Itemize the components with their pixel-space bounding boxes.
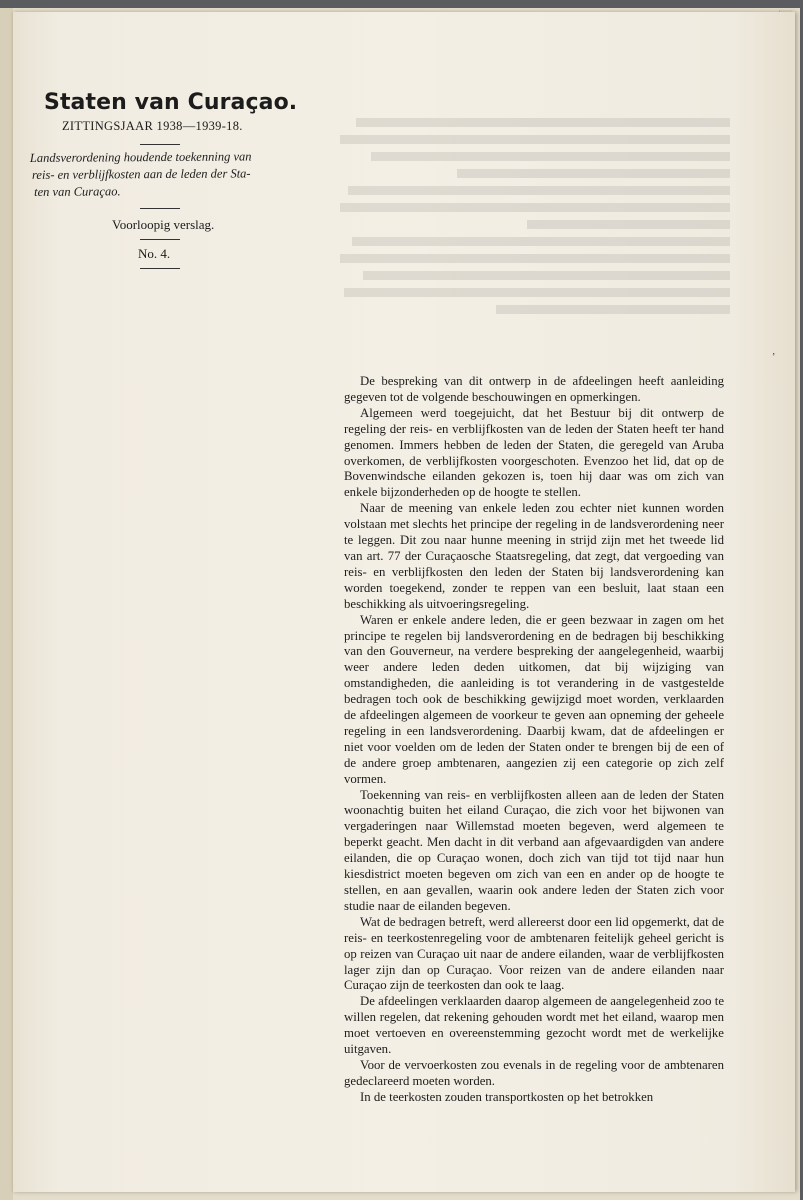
paragraph: De bespreking van dit ontwerp in de afdeelingen heeft aanleiding gegeven tot de volgende beschouwingen en opmerkingen.	[344, 374, 724, 404]
report-body	[344, 374, 724, 1106]
paragraph: Voor de vervoerkosten zou evenals in de regeling voor de ambtenaren gedeclareerd moeten worden.	[344, 1057, 724, 1088]
paragraph: Wat de bedragen betreft, werd allereerst door een lid opgemerkt, dat de reis- en teerkostenregeling voor de ambtenaren feitelijk geheel gericht is op reizen van Curaçao uit naar de andere eilanden, waar de verblijfkosten lager zijn dan op Curaçao. Voor reizen van de andere eilanden naar Curaçao zijn de teerkosten dan ook te laag.	[344, 914, 724, 993]
paragraph: Waren er enkele andere leden, die er geen bezwaar in zagen om het principe te regelen bij landsverordening en de bedragen bij beschikking van den Gouverneur, na verdere bespreking der aangelegenheid, waarbij weer andere leden deden uitkomen, dat bij wijziging van omstandigheden, die aanleiding is tot verandering in de vastgestelde bedragen toch ook de beschikking gewijzigd moet worden, verklaarden de afdeelingen algemeen de voorkeur te geven aan opneming der geheele regeling in een landsverordening. Daarbij kwam, dat de afdeelingen er niet voor voelden om de leden der Staten onder te brengen bij de een of de andere groep ambtenaren, aangezien zij een categorie op zich zelf vormen.	[344, 612, 724, 786]
session-year: ZITTINGSJAAR 1938—1939-18.	[62, 119, 243, 133]
ordinance-line: reis- en verblijfkosten aan de leden der Sta-	[31, 166, 251, 182]
divider	[140, 208, 180, 209]
document-header	[30, 90, 300, 269]
margin-mark: ’	[772, 352, 776, 363]
document-title: Staten van Curaçao.	[44, 90, 298, 115]
ordinance-line: Landsverordening houdende toekenning van	[29, 149, 252, 165]
ordinance-line: ten van Curaçao.	[34, 184, 121, 199]
report-type: Voorloopig verslag.	[112, 217, 215, 232]
ordinance-title	[30, 148, 300, 201]
divider	[140, 268, 180, 269]
paragraph: De afdeelingen verklaarden daarop algemeen de aangelegenheid zoo te willen regelen, dat rekening gehouden wordt met het eiland, waarop men moet vertoeven en overeenstemming gezocht wordt met de werkelijke uitgaven.	[344, 994, 724, 1057]
divider	[140, 144, 180, 145]
paragraph: In de teerkosten zouden transportkosten op het betrokken	[360, 1089, 654, 1104]
paragraph: Toekenning van reis- en verblijfkosten alleen aan de leden der Staten woonachtig buiten het eiland Curaçao, die zich voor het bijwonen van vergaderingen naar Willemstad moeten begeven, werd algemeen te beperkt geacht. Men dacht in dit verband aan afgevaardigden van andere eilanden, die op Curaçao wonen, doch zich van tijd tot tijd naar hun kiesdistrict moeten begeven om zich van een en ander op de hoogte te stellen, en aan gevallen, waarin ook andere leden der Staten zich voor studie naar de eilanden begeven.	[344, 787, 724, 913]
paragraph: Algemeen werd toegejuicht, dat het Bestuur bij dit ontwerp de regeling der reis- en verblijfkosten van de leden der Staten heeft ter hand genomen. Immers hebben de leden der Staten, die geregeld van Aruba overkomen, de verblijfkosten voorgeschoten. Evenzoo het lid, dat op de Bovenwindsche eilanden gekozen is, toen hij daar was om zich van enkele bijzonderheden op de hoogte te stellen.	[344, 405, 724, 500]
document-number: No. 4.	[138, 246, 171, 261]
divider	[140, 239, 180, 240]
bleed-through-text	[340, 118, 730, 338]
paragraph: Naar de meening van enkele leden zou echter niet kunnen worden volstaan met slechts het principe der regeling in de landsverordening neer te leggen. Dit zou naar hunne meening in strijd zijn met het tweede lid van art. 77 der Curaçaosche Staatsregeling, dat zegt, dat vergoeding van reis- en verblijfkosten den leden der Staten bij landsverordening kan worden toegekend, zonder te reppen van een besluit, laat staan een beschikking als uitvoeringsregeling.	[344, 501, 724, 611]
